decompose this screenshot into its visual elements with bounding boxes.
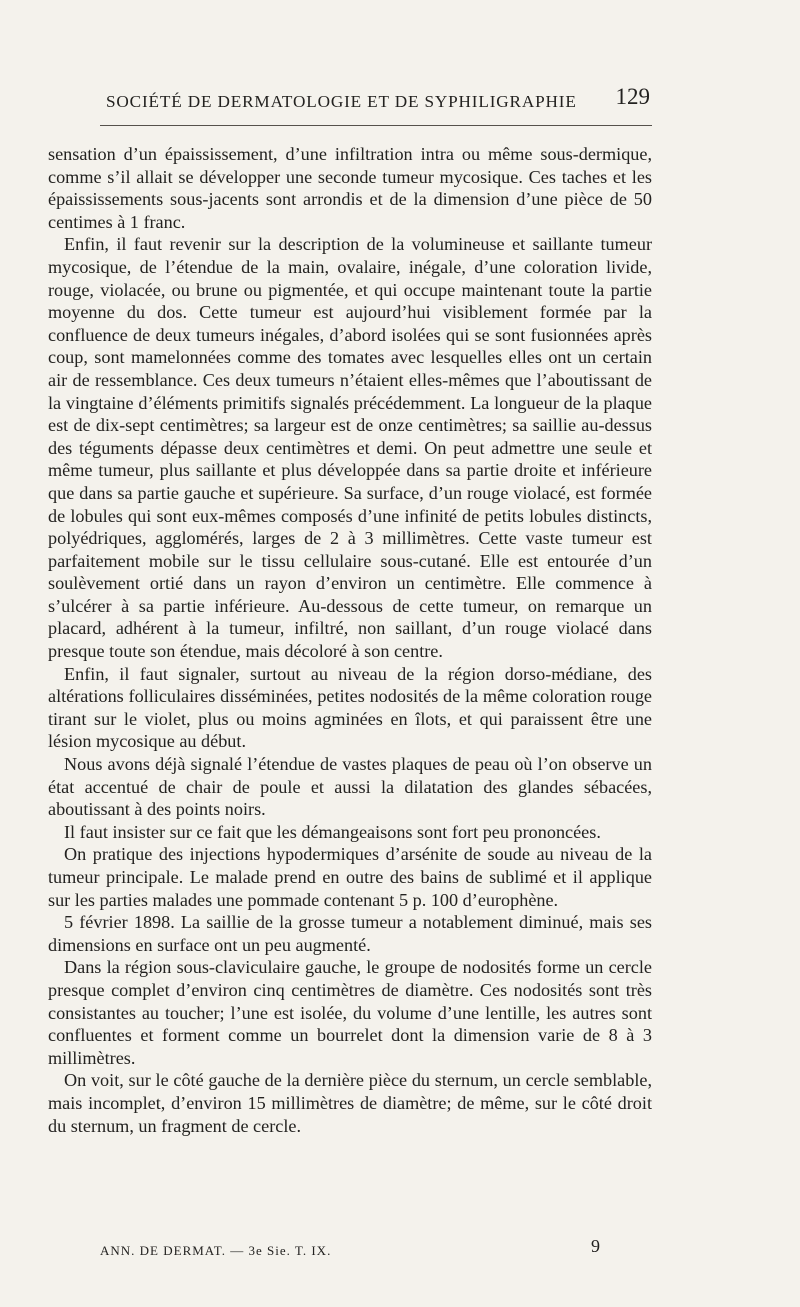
paragraph: On voit, sur le côté gauche de la dernière pièce du sternum, un cercle semblable, mais incomplet, d’environ 15 millimètres de diamètre; de même, sur le côté droit du sternum, un fragment de cercle. (48, 1070, 652, 1136)
printer-signature: ANN. DE DERMAT. — 3e Sie. T. IX. (100, 1243, 332, 1258)
paragraph: Nous avons déjà signalé l’étendue de vastes plaques de peau où l’on observe un état accentué de chair de poule et aussi la dilatation des glandes sébacées, aboutissant à des points noirs. (48, 754, 652, 820)
header-rule (100, 125, 652, 126)
paragraph: Enfin, il faut signaler, surtout au niveau de la région dorso-médiane, des altérations folliculaires disséminées, petites nodosités de la même coloration rouge tirant sur le violet, plus ou moins agminées en îlots, et qui paraissent être une lésion mycosique au début. (48, 663, 652, 752)
paragraph: sensation d’un épaississement, d’une infiltration intra ou même sous-dermique, comme s’il allait se développer une seconde tumeur mycosique. Ces taches et les épaississements sous-jacents sont arrondis et de la dimension d’une pièce de 50 centimes à 1 franc. (48, 144, 652, 232)
paragraph: 5 février 1898. La saillie de la grosse tumeur a notablement diminué, mais ses dimensions en surface ont un peu augmenté. (48, 912, 652, 955)
paragraph: On pratique des injections hypodermiques d’arsénite de soude au niveau de la tumeur principale. Le malade prend en outre des bains de sublimé et il applique sur les parties malades une pommade contenant 5 p. 100 d’europhène. (48, 844, 652, 910)
body-text (48, 143, 652, 1137)
running-title: SOCIÉTÉ DE DERMATOLOGIE ET DE SYPHILIGRAPHIE (106, 92, 577, 111)
paragraph: Dans la région sous-claviculaire gauche, le groupe de nodosités forme un cercle presque complet d’environ cinq centimètres de diamètre. Ces nodosités sont très consistantes au toucher; l’une est isolée, du volume d’une lentille, les autres sont confluentes et forment comme un bourrelet dont la dimension varie de 8 à 3 millimètres. (48, 957, 652, 1068)
sheet-number: 9 (591, 1236, 600, 1256)
page-number: 129 (615, 84, 650, 109)
paragraph: Enfin, il faut revenir sur la description de la volumineuse et saillante tumeur mycosique, de l’étendue de la main, ovalaire, inégale, d’une coloration livide, rouge, violacée, ou brune ou pigmentée, et qui occupe maintenant toute la partie moyenne du dos. Cette tumeur est aujourd’hui visiblement formée par la confluence de deux tumeurs inégales, d’abord isolées qui se sont fusionnées après coup, sont mamelonnées comme des tomates avec lesquelles elles ont un certain air de ressemblance. Ces deux tumeurs n’étaient elles-mêmes que l’aboutissant de la vingtaine d’éléments primitifs signalés précédemment. La longueur de la plaque est de dix-sept centimètres; sa largeur est de onze centimètres; sa saillie au-dessus des téguments dépasse deux centimètres et demi. On peut admettre une seule et même tumeur, plus saillante et plus développée dans sa partie droite et inférieure que dans sa partie gauche et supérieure. Sa surface, d’un rouge violacé, est formée de lobules qui sont eux-mêmes composés d’une infinité de petits lobules distincts, polyédriques, agglomérés, larges de 2 à 3 millimètres. Cette vaste tumeur est parfaitement mobile sur le tissu cellulaire sous-cutané. Elle est entourée d’un soulèvement ortié dans un rayon d’environ un centimètre. Elle commence à s’ulcérer à sa partie inférieure. Au-dessous de cette tumeur, on remarque un placard, adhérent à la tumeur, infiltré, non saillant, d’un rouge violacé dans presque toute son étendue, mais décoloré à son centre. (48, 234, 652, 662)
paragraph: Il faut insister sur ce fait que les démangeaisons sont fort peu prononcées. (64, 821, 601, 842)
page-footer (100, 1236, 652, 1260)
running-head (102, 84, 650, 114)
